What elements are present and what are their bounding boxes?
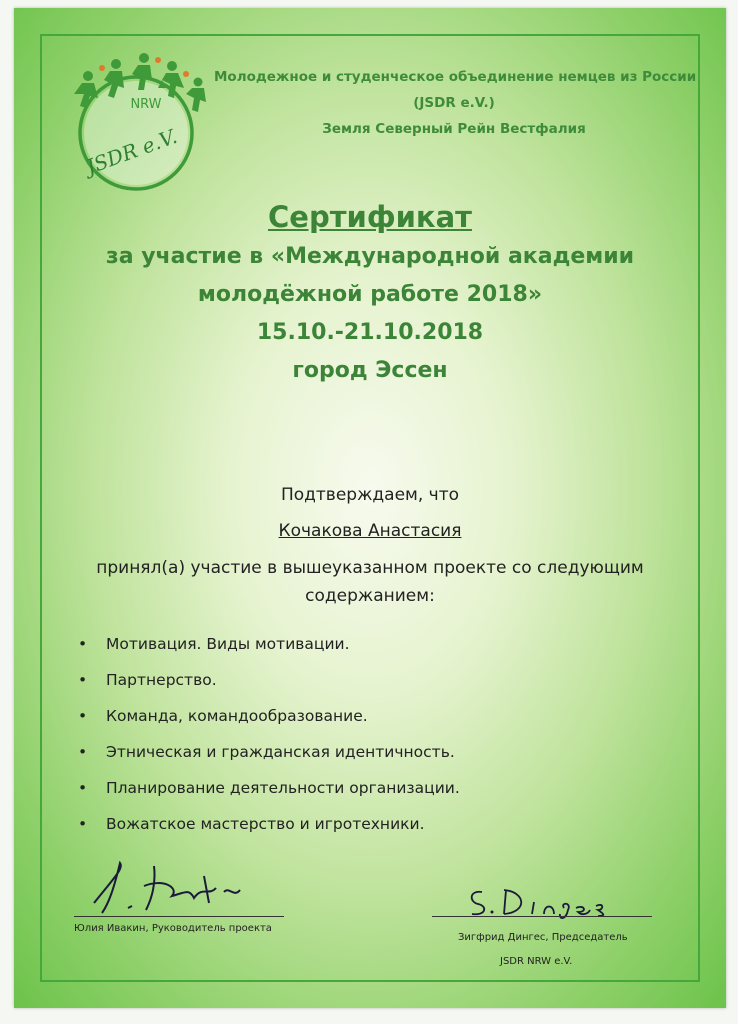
topic-item: • Команда, командообразование. — [70, 698, 630, 734]
bullet-icon: • — [78, 743, 88, 761]
topic-item: • Партнерство. — [70, 662, 630, 698]
right-signature-line — [432, 916, 652, 917]
bullet-icon: • — [78, 707, 88, 725]
participation-text-line2: содержанием: — [305, 586, 435, 606]
event-title-line1: за участие в «Международной академии — [105, 244, 635, 269]
topic-item: • Планирование деятельности организации. — [70, 770, 630, 806]
event-dates: 15.10.-21.10.2018 — [256, 320, 484, 345]
certificate-heading: Сертификат — [268, 200, 472, 234]
jsdr-logo — [54, 38, 214, 198]
topic-item: • Этническая и гражданская идентичность. — [70, 734, 630, 770]
topics-list — [70, 626, 630, 842]
participation-text-line1: принял(а) участие в вышеуказанном проекте со следующим — [96, 558, 644, 578]
left-signature-caption: Юлия Ивакин, Руководитель проекта — [74, 923, 272, 934]
left-signature-handwriting — [84, 858, 284, 918]
bullet-icon: • — [78, 635, 88, 653]
confirm-text: Подтверждаем, что — [280, 485, 460, 505]
right-signature-organization: JSDR NRW e.V. — [500, 956, 573, 967]
organization-header — [214, 64, 697, 142]
bullet-icon: • — [78, 671, 88, 689]
event-city: город Эссен — [292, 358, 448, 383]
left-signature-line — [74, 916, 284, 917]
topic-item: • Мотивация. Виды мотивации. — [70, 626, 630, 662]
organization-abbreviation: (JSDR e.V.) — [413, 95, 495, 111]
certificate-body — [44, 480, 696, 610]
topic-item: • Вожатское мастерство и игротехники. — [70, 806, 630, 842]
signatures-area — [14, 858, 726, 978]
organization-name: Молодежное и студенческое объединение немцев из России — [214, 69, 697, 85]
certificate-page — [14, 8, 726, 1008]
bullet-icon: • — [78, 779, 88, 797]
certificate-title-block — [54, 196, 686, 390]
participant-name: Кочакова Анастасия — [278, 521, 462, 541]
bullet-icon: • — [78, 815, 88, 833]
event-title-line2: молодёжной работе 2018» — [197, 282, 543, 307]
logo-jsdr-text: JSDR e.V. — [83, 123, 181, 179]
right-signature-caption: Зигфрид Дингес, Председатель — [458, 932, 628, 943]
organization-region: Земля Северный Рейн Вестфалия — [322, 121, 586, 137]
logo-nrw-text: NRW — [130, 97, 162, 112]
